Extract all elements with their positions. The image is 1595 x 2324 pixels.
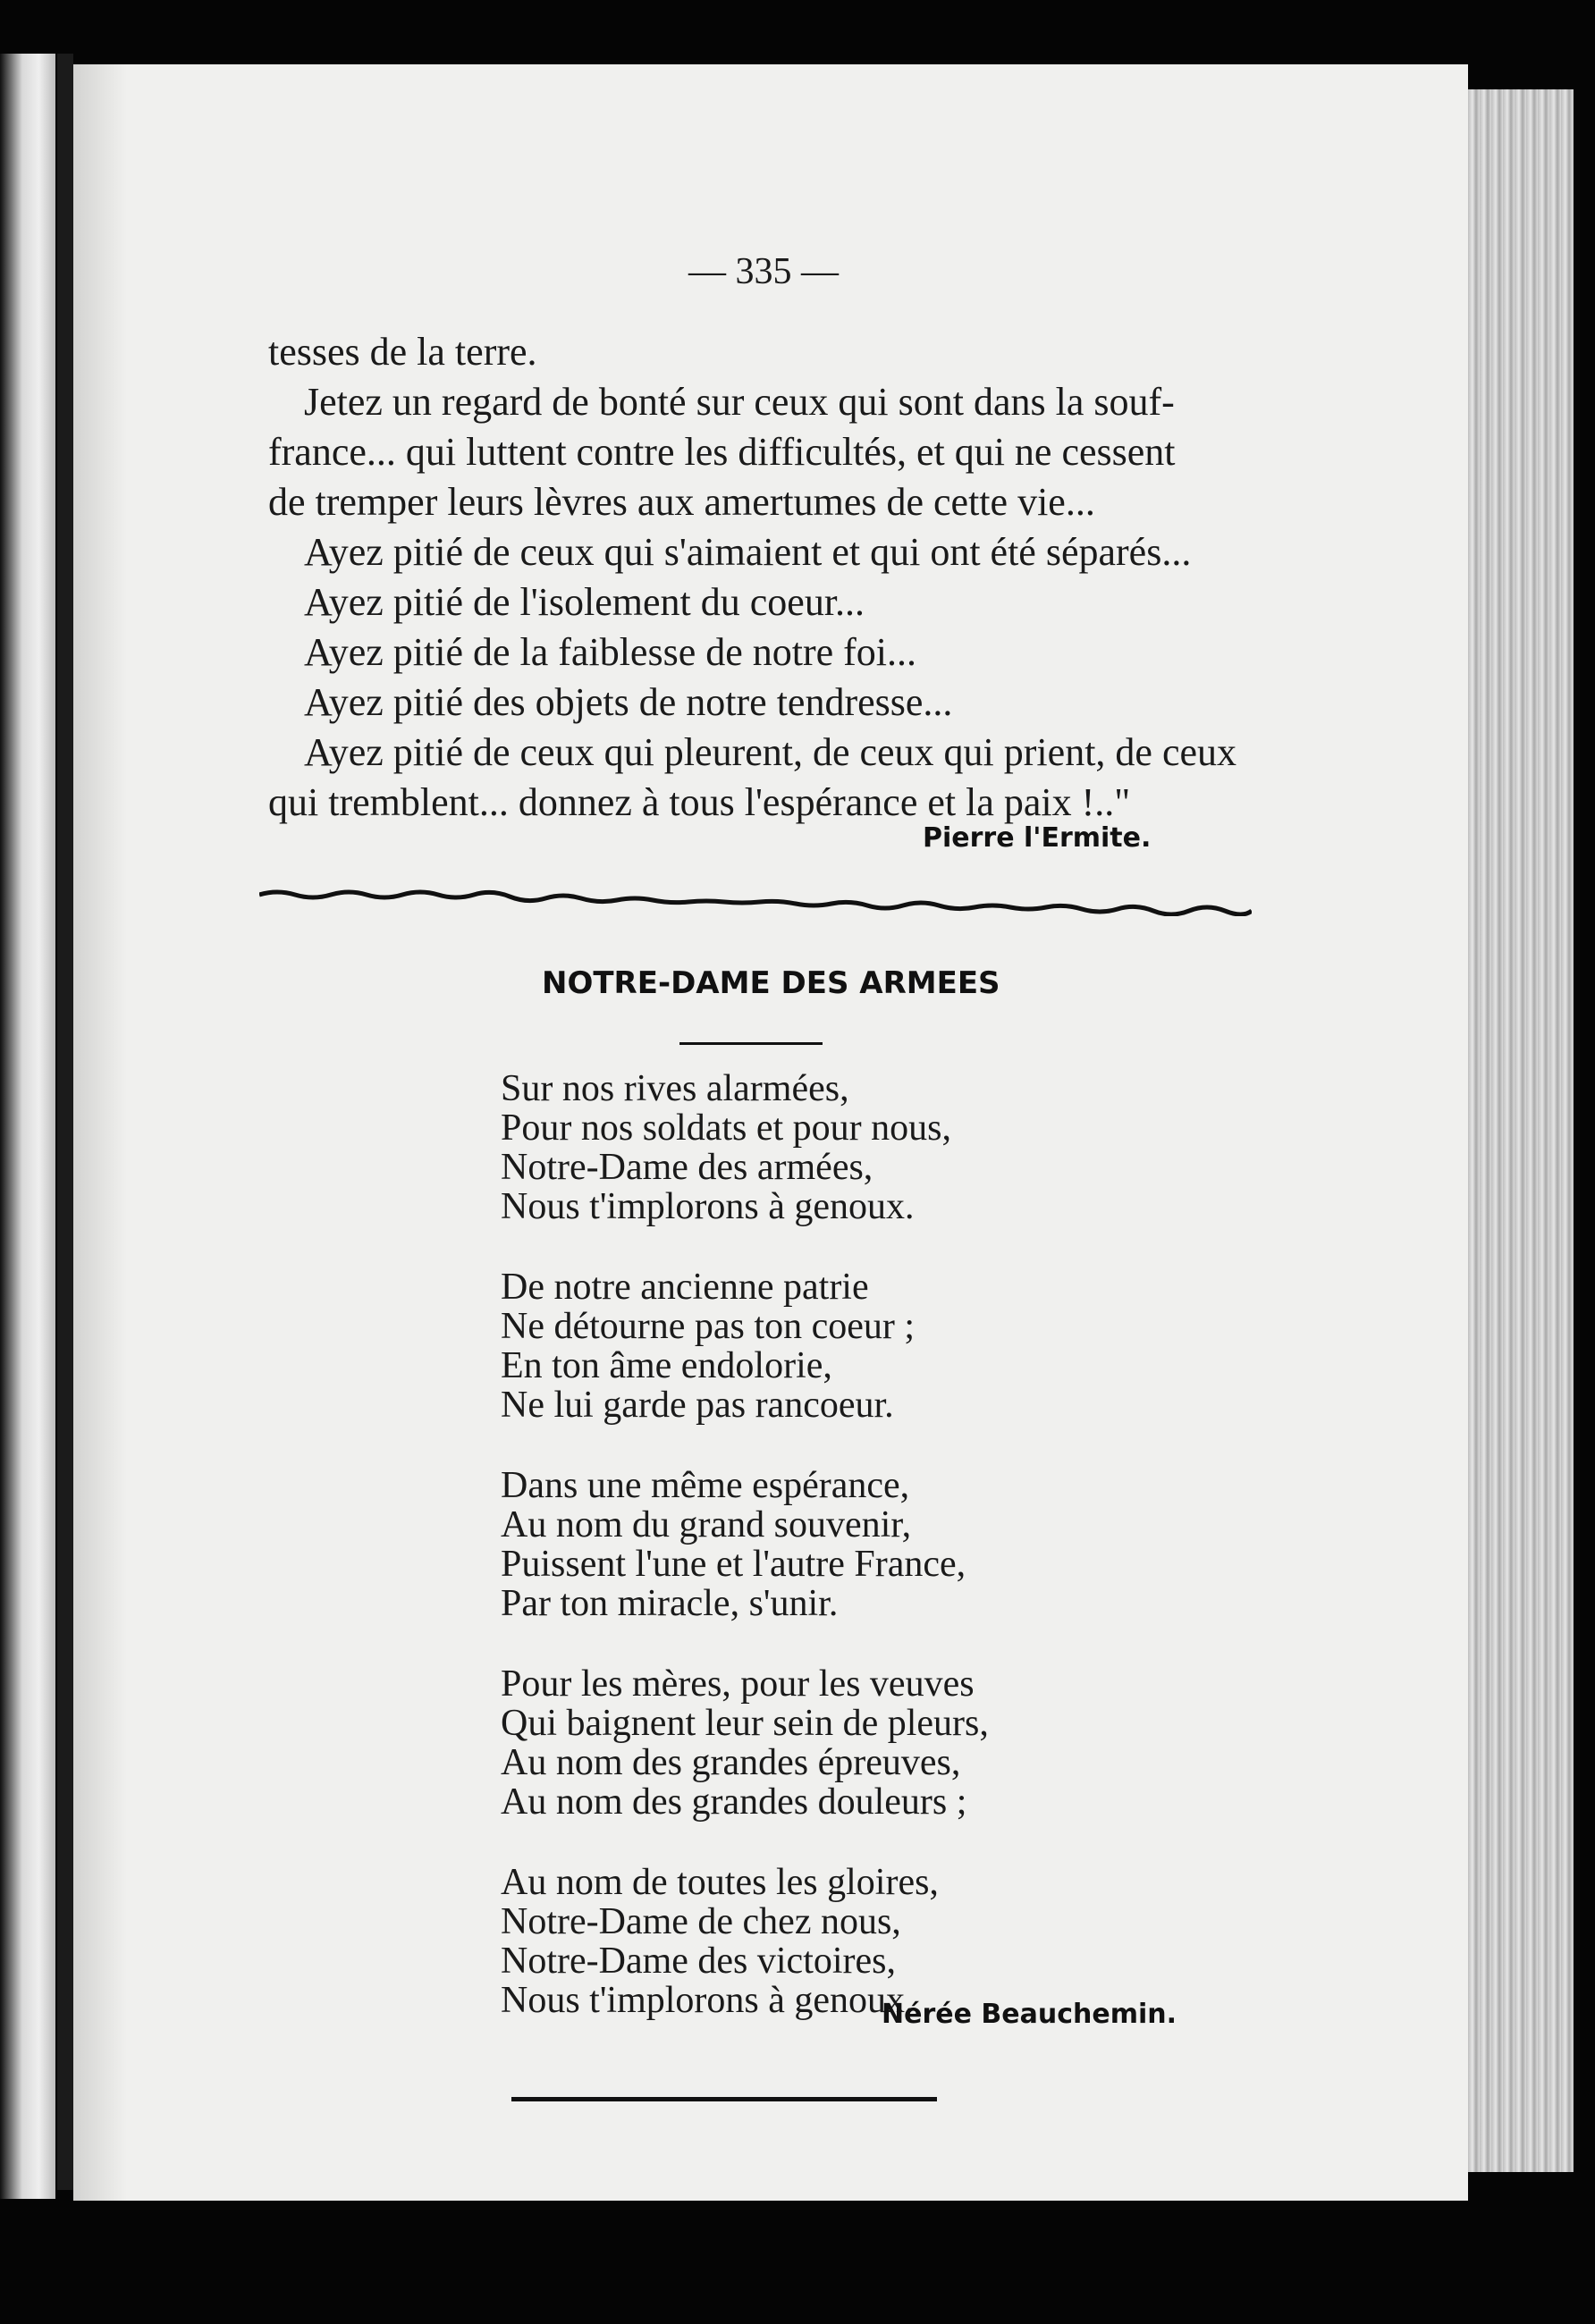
poem-line: Ne détourne pas ton coeur ; <box>501 1306 916 1347</box>
poem-line: Sur nos rives alarmées, <box>501 1068 849 1109</box>
prose-block <box>268 327 1261 828</box>
poem-line: Au nom des grandes épreuves, <box>501 1742 961 1783</box>
prose-line: Ayez pitié de l'isolement du coeur... <box>304 580 865 624</box>
wavy-divider <box>259 880 1252 916</box>
poem-line: Nous t'implorons à genoux. <box>501 1980 915 2021</box>
poem-line: Puissent l'une et l'autre France, <box>501 1544 966 1585</box>
poem-signature: Nérée Beauchemin. <box>882 1999 1177 2030</box>
poem-line: Notre-Dame des victoires, <box>501 1941 897 1982</box>
prose-line: Ayez pitié de ceux qui pleurent, de ceux qui prient, de ceux <box>304 730 1237 774</box>
page-edges <box>1468 89 1574 2172</box>
prose-line: Ayez pitié de la faiblesse de notre foi... <box>304 630 917 674</box>
poem-line: Au nom du grand souvenir, <box>501 1504 912 1545</box>
poem-line: Pour nos soldats et pour nous, <box>501 1107 951 1149</box>
poem-stanza <box>501 1267 1127 1425</box>
poem-stanza <box>501 1664 1127 1822</box>
book-spine-shadow <box>57 54 73 2190</box>
poem-line: De notre ancienne patrie <box>501 1267 869 1308</box>
prose-line: de tremper leurs lèvres aux amertumes de cette vie... <box>268 480 1095 524</box>
poem-stanza <box>501 1069 1127 1226</box>
prose-line: qui tremblent... donnez à tous l'espérance et la paix !.." <box>268 780 1131 824</box>
prose-line: tesses de la terre. <box>268 330 537 374</box>
poem-line: En ton âme endolorie, <box>501 1345 832 1386</box>
poem-line: Notre-Dame de chez nous, <box>501 1901 901 1942</box>
prose-line: Ayez pitié de ceux qui s'aimaient et qui ont été séparés... <box>304 530 1192 574</box>
poem-stanza <box>501 1863 1127 2020</box>
prose-line: Ayez pitié des objets de notre tendresse... <box>304 680 953 724</box>
poem-line: Dans une même espérance, <box>501 1465 910 1506</box>
title-underline <box>679 1042 823 1045</box>
poem-line: Nous t'implorons à genoux. <box>501 1186 915 1227</box>
poem-block <box>501 1069 1127 2061</box>
poem-line: Par ton miracle, s'unir. <box>501 1583 839 1624</box>
poem-line: Au nom de toutes les gloires, <box>501 1862 939 1903</box>
prose-signature: Pierre l'Ermite. <box>923 822 1152 854</box>
book-binding-left <box>0 54 55 2199</box>
prose-line: Jetez un regard de bonté sur ceux qui sont dans la souf- <box>304 380 1175 424</box>
poem-stanza <box>501 1466 1127 1623</box>
poem-line: Au nom des grandes douleurs ; <box>501 1781 967 1823</box>
poem-title: NOTRE-DAME DES ARMEES <box>542 965 1000 1001</box>
poem-line: Pour les mères, pour les veuves <box>501 1663 975 1705</box>
page-number: — 335 — <box>688 251 839 292</box>
prose-line: france... qui luttent contre les difficultés, et qui ne cessent <box>268 430 1176 474</box>
page-gutter-shadow <box>73 64 127 2201</box>
poem-line: Notre-Dame des armées, <box>501 1147 873 1188</box>
poem-line: Qui baignent leur sein de pleurs, <box>501 1703 989 1744</box>
poem-line: Ne lui garde pas rancoeur. <box>501 1385 894 1426</box>
end-rule <box>511 2097 937 2101</box>
